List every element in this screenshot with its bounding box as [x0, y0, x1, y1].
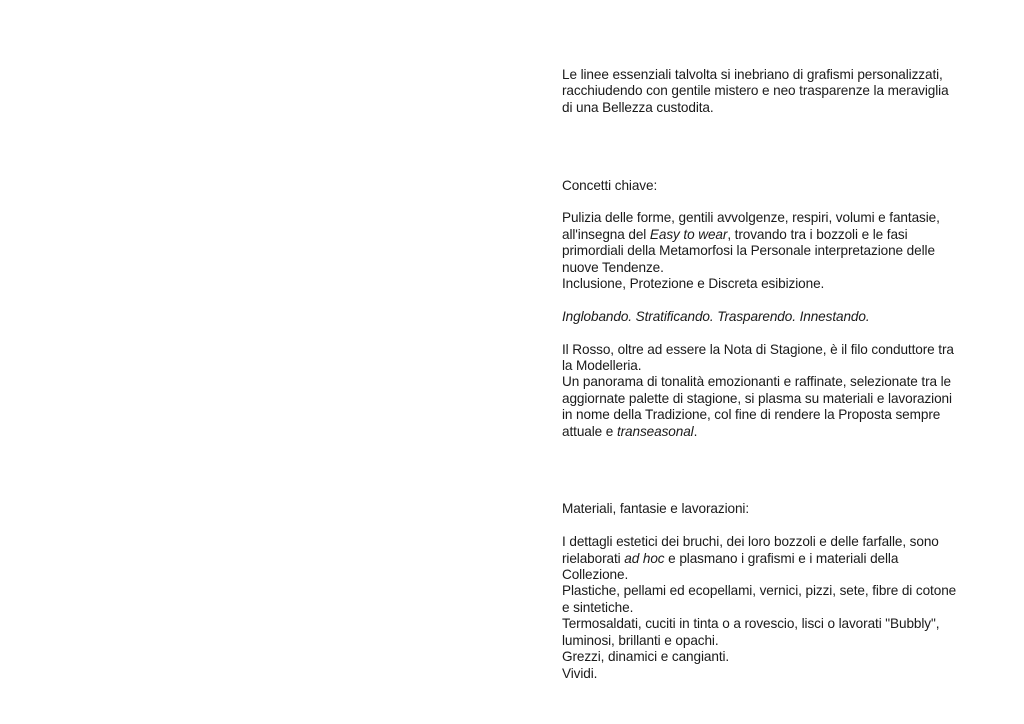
- concepts-heading: Concetti chiave:: [562, 177, 658, 193]
- text-line: attuale e transeasonal.: [562, 423, 698, 439]
- intro-line: di una Bellezza custodita.: [562, 99, 714, 115]
- transeasonal-emphasis: transeasonal: [616, 423, 694, 439]
- text-line: Plastiche, pellami ed ecopellami, vernici, pizzi, sete, fibre di cotone: [562, 583, 957, 599]
- text-line: all'insegna del Easy to wear, trovando tra i bozzoli e le fasi: [562, 226, 908, 242]
- intro-line: racchiudendo con gentile mistero e neo trasparenze la meraviglia: [562, 83, 949, 99]
- text-line: Il Rosso, oltre ad essere la Nota di Stagione, è il filo conduttore tra: [562, 341, 954, 357]
- text-line: I dettagli estetici dei bruchi, dei loro bozzoli e delle farfalle, sono: [562, 534, 939, 550]
- ad-hoc-emphasis: ad hoc: [624, 550, 665, 566]
- text-line: la Modelleria.: [562, 358, 642, 374]
- text-line: nuove Tendenze.: [562, 259, 664, 275]
- text-line: primordiali della Metamorfosi la Personale interpretazione delle: [562, 243, 935, 259]
- materials-heading: Materiali, fantasie e lavorazioni:: [562, 501, 750, 517]
- concepts-paragraph-1: [562, 210, 982, 292]
- intro-line: Le linee essenziali talvolta si inebriano di grafismi personalizzati,: [562, 67, 943, 82]
- text-line: rielaborati ad hoc e plasmano i grafismi e i materiali della: [562, 550, 899, 566]
- text-line: Collezione.: [562, 567, 629, 583]
- materials-paragraph: [562, 534, 982, 682]
- text-line: luminosi, brillanti e opachi.: [562, 632, 719, 648]
- concepts-paragraph-2: [562, 342, 982, 440]
- text-line: Inclusione, Protezione e Discreta esibizione.: [562, 276, 825, 292]
- easy-to-wear-emphasis: Easy to wear: [649, 226, 728, 242]
- motto-line: Inglobando. Stratificando. Trasparendo. Innestando.: [562, 308, 870, 324]
- text-line: aggiornate palette di stagione, si plasma su materiali e lavorazioni: [562, 390, 952, 406]
- text-line: Termosaldati, cuciti in tinta o a rovescio, lisci o lavorati "Bubbly",: [562, 616, 940, 632]
- text-line: Vividi.: [562, 665, 598, 681]
- intro-paragraph: [562, 67, 982, 116]
- text-line: Un panorama di tonalità emozionanti e raffinate, selezionate tra le: [562, 374, 952, 390]
- text-line: in nome della Tradizione, col fine di rendere la Proposta sempre: [562, 407, 941, 423]
- text-column: [562, 67, 982, 682]
- text-line: Pulizia delle forme, gentili avvolgenze, respiri, volumi e fantasie,: [562, 210, 940, 226]
- text-line: Grezzi, dinamici e cangianti.: [562, 649, 730, 665]
- text-line: e sintetiche.: [562, 599, 634, 615]
